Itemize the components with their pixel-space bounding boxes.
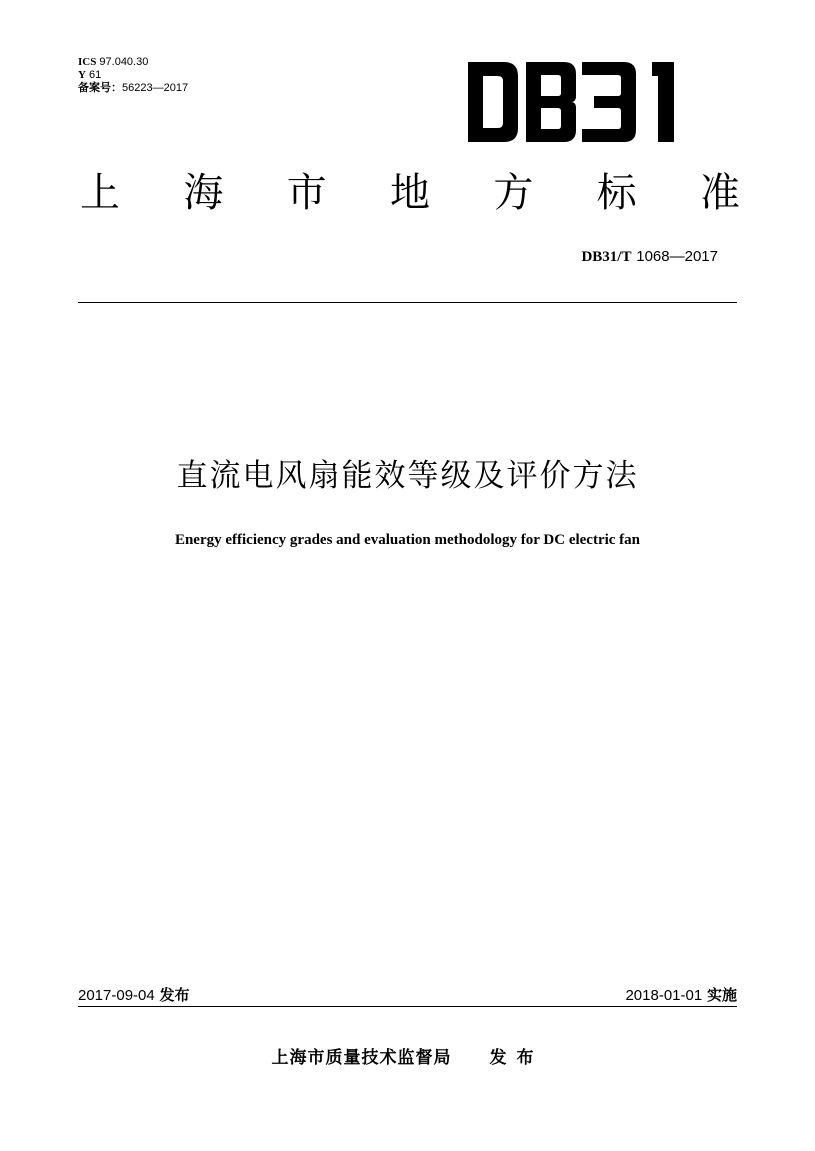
standard-code: [581, 247, 718, 266]
issuer-line: [0, 1046, 815, 1070]
bottom-divider: [78, 1006, 737, 1007]
category-line: [78, 69, 188, 82]
ics-line: [78, 56, 188, 69]
standard-type-char: 标: [596, 170, 637, 216]
category-number: 61: [89, 69, 102, 81]
implementation-date-value: 2018-01-01: [625, 987, 703, 1004]
issuer-organization: 上海市质量技术监督局: [271, 1048, 452, 1068]
filing-number: 56223—2017: [122, 82, 189, 94]
db31-logo: [468, 62, 692, 142]
standard-type-char: 准: [699, 170, 740, 216]
standard-metadata: [78, 56, 188, 95]
standard-code-number: 1068—2017: [636, 248, 718, 265]
filing-line: [78, 82, 188, 95]
document-title-en: Energy efficiency grades and evaluation methodology for DC electric fan: [174, 532, 641, 548]
standard-code-prefix: DB31/T: [581, 249, 632, 265]
standard-type-char: 海: [183, 170, 224, 216]
filing-label: 备案号：: [78, 82, 122, 94]
standard-type-char: 市: [286, 170, 327, 216]
standard-type-char: 方: [493, 170, 534, 216]
document-title-cn: 直流电风扇能效等级及评价方法: [176, 458, 639, 494]
implementation-date-word: 实施: [706, 986, 737, 1004]
issue-date-word: 发布: [159, 986, 190, 1004]
issue-date: [78, 984, 190, 1005]
category-letter: Y: [78, 69, 86, 81]
ics-value: 97.040.30: [99, 56, 149, 68]
top-divider: [78, 302, 737, 303]
issuer-action: 发布: [489, 1048, 544, 1068]
standard-type-char: 上: [80, 170, 120, 216]
standard-type-title: [80, 168, 740, 218]
issue-date-value: 2017-09-04: [78, 987, 155, 1004]
ics-label: ICS: [78, 56, 97, 68]
standard-type-char: 地: [389, 170, 430, 216]
implementation-date: [625, 984, 737, 1005]
